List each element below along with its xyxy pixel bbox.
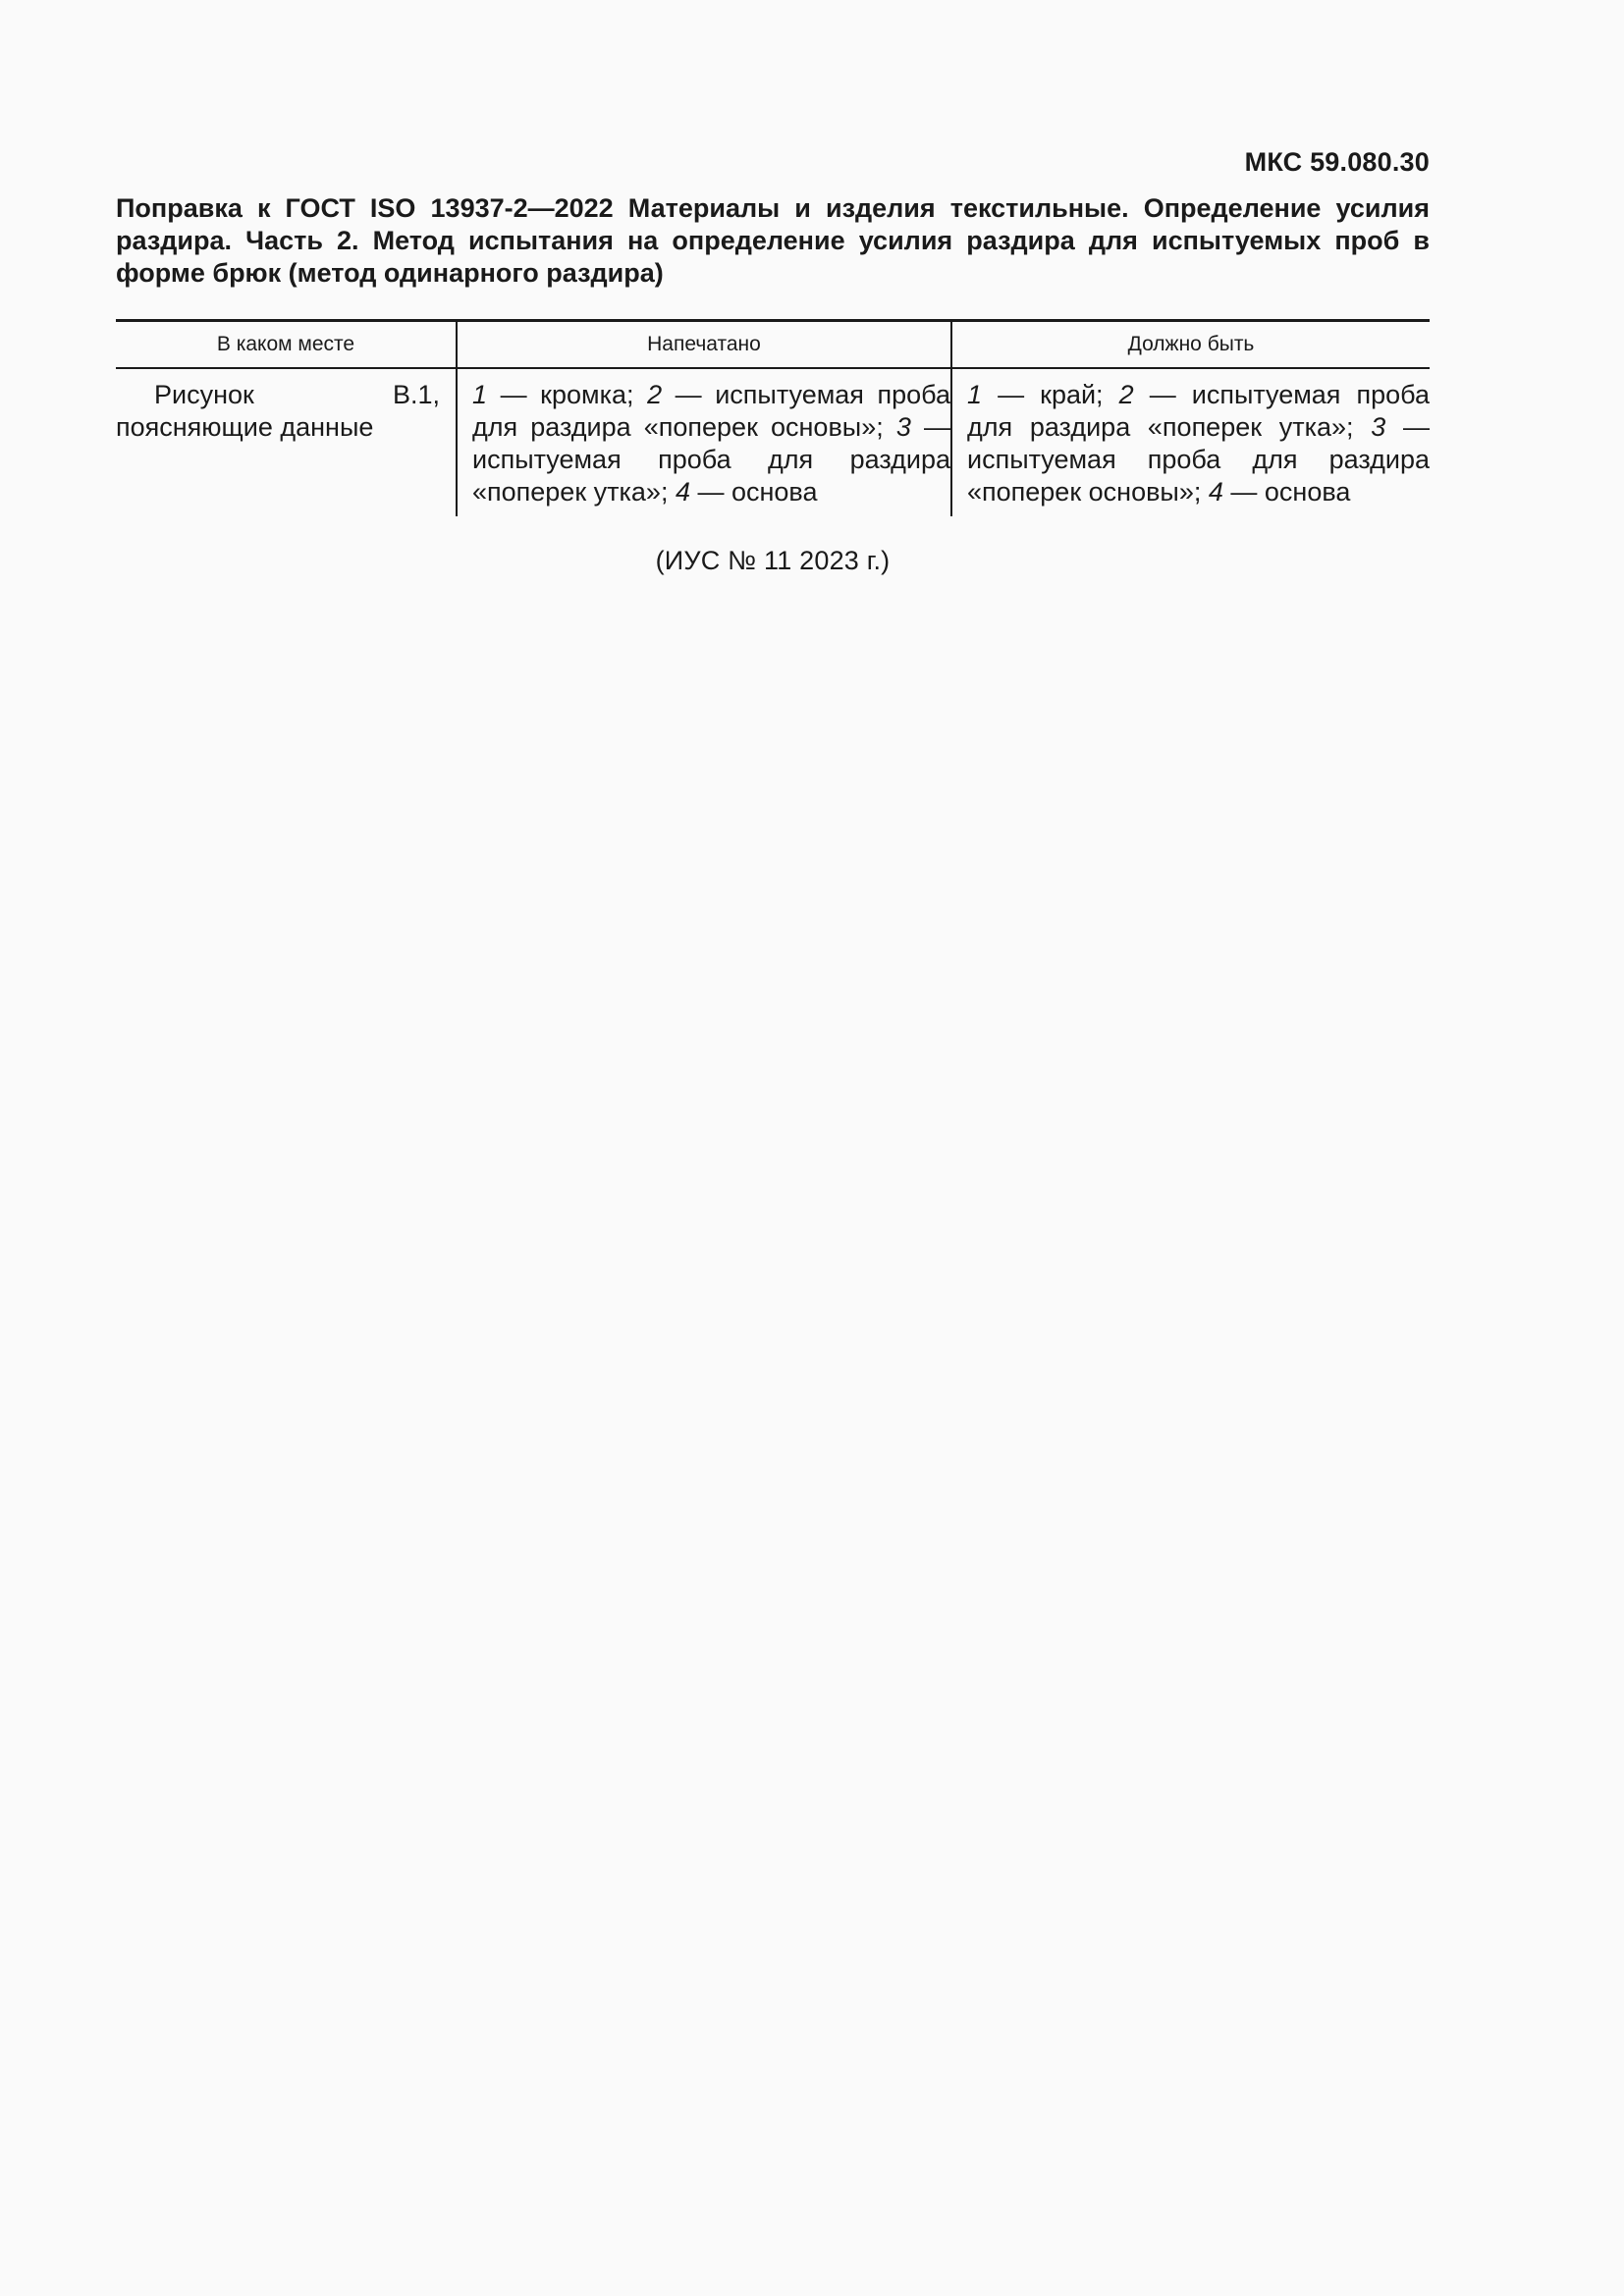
item-number: 2 [1118, 380, 1134, 409]
item-number: 4 [1208, 477, 1223, 507]
amendment-table [116, 319, 1430, 516]
item-text: — основа [1222, 477, 1351, 507]
item-text: — испытуемая проба для раздира «поперек утка»; [472, 412, 950, 507]
cell-should-be [951, 368, 1430, 516]
item-number: 1 [472, 380, 488, 409]
item-text: — испытуемая проба для раздира «поперек основы»; [472, 380, 950, 442]
amendment-title: Поправка к ГОСТ ISO 13937-2—2022 Материалы и изделия текстильные. Определение усилия раздира. Часть 2. Метод испытания на определение усилия раздира для испытуемых проб в форме брюк (метод одинарного раздира) [116, 193, 1430, 288]
item-text: — испытуемая проба для раздира «поперек утка»; [967, 380, 1430, 442]
cell-where: Рисунок В.1, поясняющие данные [116, 380, 440, 442]
ius-reference: (ИУС № 11 2023 г.) [655, 546, 891, 575]
item-number: 3 [1371, 412, 1386, 442]
item-number: 1 [967, 380, 983, 409]
cell-printed [457, 368, 951, 516]
item-text: — край; [982, 380, 1119, 409]
column-header-printed: Напечатано [457, 321, 951, 369]
column-header-where: В каком месте [116, 321, 457, 369]
item-number: 2 [647, 380, 663, 409]
item-text: — основа [689, 477, 818, 507]
item-number: 3 [895, 412, 911, 442]
item-number: 4 [675, 477, 690, 507]
table-row [116, 368, 1430, 516]
column-header-should-be: Должно быть [951, 321, 1430, 369]
item-text: — кромка; [487, 380, 648, 409]
item-text: — испытуемая проба для раздира «поперек основы»; [967, 412, 1430, 507]
mks-code: МКС 59.080.30 [1244, 147, 1430, 177]
table-header-row [116, 321, 1430, 369]
